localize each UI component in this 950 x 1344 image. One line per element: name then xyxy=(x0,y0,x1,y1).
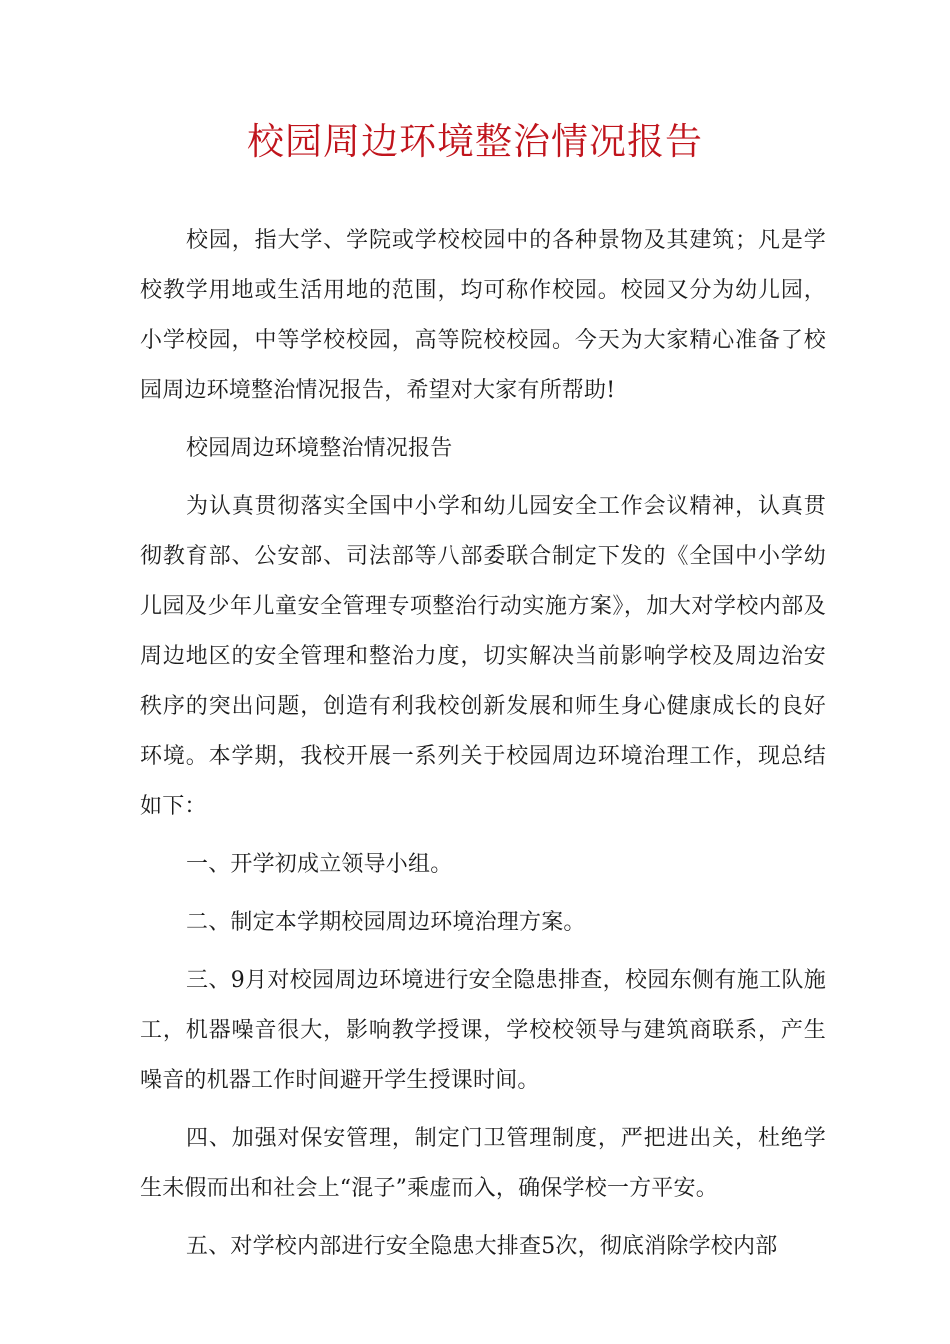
paragraph-preamble: 为认真贯彻落实全国中小学和幼儿园安全工作会议精神，认真贯彻教育部、公安部、司法部等八部委联合制定下发的《全国中小学幼儿园及少年儿童安全管理专项整治行动实施方案》，加大对学校内部及周边地区的安全管理和整治力度，切实解决当前影响学校及周边治安秩序的突出问题，创造有利我校创新发展和师生身心健康成长的良好环境。本学期，我校开展一系列关于校园周边环境治理工作，现总结如下： xyxy=(140,494,826,819)
paragraph-item-3: 三、9月对校园周边环境进行安全隐患排查，校园东侧有施工队施工，机器噪音很大，影响教学授课，学校校领导与建筑商联系，产生噪音的机器工作时间避开学生授课时间。 xyxy=(140,968,826,1093)
paragraph-item-2: 二、制定本学期校园周边环境治理方案。 xyxy=(186,910,586,935)
paragraph-item-1: 一、开学初成立领导小组。 xyxy=(186,852,453,877)
paragraph-intro: 校园，指大学、学院或学校校园中的各种景物及其建筑；凡是学校教学用地或生活用地的范围，均可称作校园。校园又分为幼儿园，小学校园，中等学校校园，高等院校校园。今天为大家精心准备了校园周边环境整治情况报告，希望对大家有所帮助! xyxy=(140,228,826,403)
document-title: 校园周边环境整治情况报告 xyxy=(247,120,703,163)
document-body xyxy=(140,216,826,1272)
paragraph-item-5: 五、对学校内部进行安全隐患大排查5次，彻底消除学校内部 xyxy=(186,1234,778,1259)
paragraph-subtitle: 校园周边环境整治情况报告 xyxy=(186,436,453,461)
paragraph-item-4: 四、加强对保安管理，制定门卫管理制度，严把进出关，杜绝学生未假而出和社会上“混子”乘虚而入，确保学校一方平安。 xyxy=(140,1126,826,1201)
